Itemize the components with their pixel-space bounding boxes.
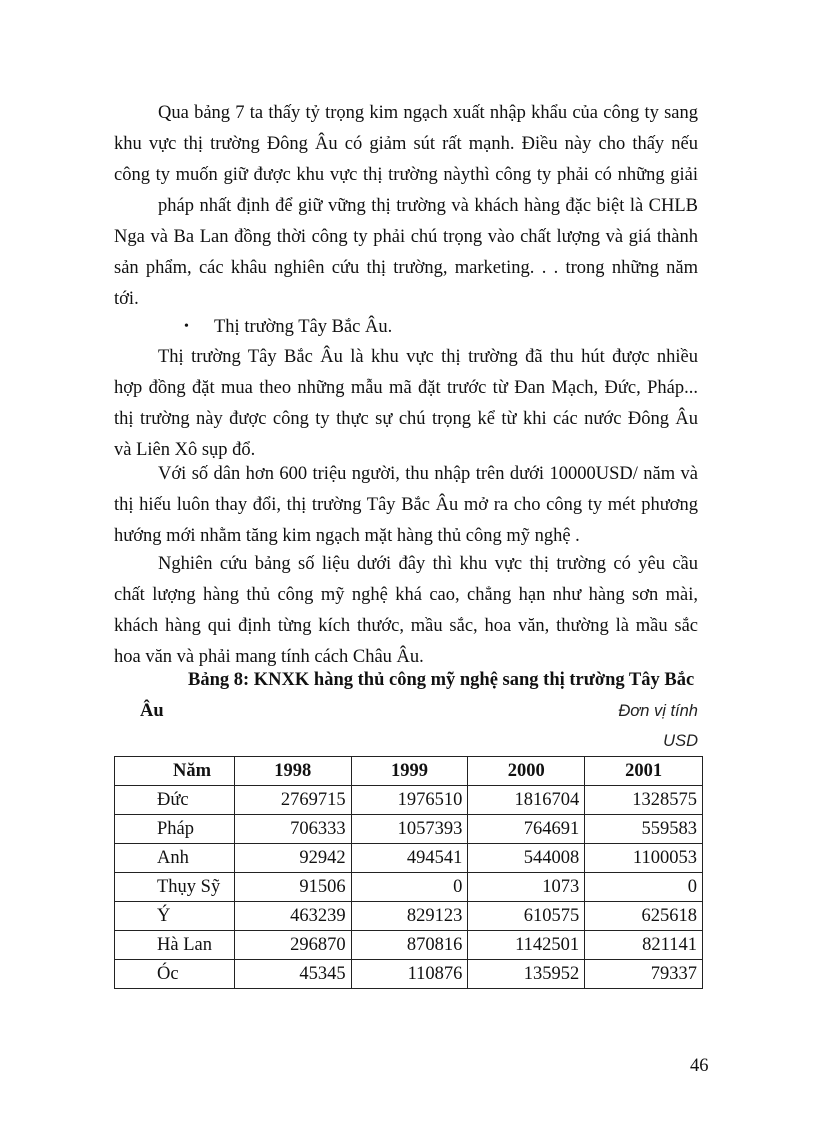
paragraph-1-line-1: Qua bảng 7 ta thấy tỷ trọng kim ngạch xuất nhập khẩu của công ty sang: [158, 103, 698, 123]
paragraph-1-line-3: công ty muốn giữ được khu vực thị trường nàythì công ty phải có những giải: [114, 165, 698, 185]
paragraph-1-line-7: tới.: [114, 289, 139, 309]
cell-value: 610575: [468, 902, 585, 931]
table-row: [115, 931, 703, 960]
paragraph-4-line-3: khách hàng qui định từng kích thước, mầu sắc, hoa văn, thường là mầu sắc: [114, 616, 698, 636]
cell-value: 870816: [351, 931, 468, 960]
paragraph-1-line-4: pháp nhất định để giữ vững thị trường và khách hàng đặc biệt là CHLB: [158, 196, 698, 216]
cell-value: 296870: [234, 931, 351, 960]
table-header-row: [115, 757, 703, 786]
table-row: [115, 902, 703, 931]
row-country: Thụy Sỹ: [115, 873, 235, 902]
cell-value: 45345: [234, 960, 351, 989]
row-country: Đức: [115, 786, 235, 815]
paragraph-1-line-5: Nga và Ba Lan đồng thời công ty phải chú trọng vào chất lượng và giá thành: [114, 227, 698, 247]
header-1999: 1999: [351, 757, 468, 786]
paragraph-2-line-1: Thị trường Tây Bắc Âu là khu vực thị trường đã thu hút được nhiều: [158, 347, 698, 367]
unit-currency: USD: [663, 732, 698, 750]
table-caption-line-2: Âu: [140, 701, 164, 721]
cell-value: 1976510: [351, 786, 468, 815]
table-row: [115, 873, 703, 902]
cell-value: 559583: [585, 815, 703, 844]
cell-value: 1328575: [585, 786, 703, 815]
header-year: Năm: [115, 757, 235, 786]
paragraph-1-line-6: sản phẩm, các khâu nghiên cứu thị trường, marketing. . . trong những năm: [114, 258, 698, 278]
paragraph-4-line-1: Nghiên cứu bảng số liệu dưới đây thì khu vực thị trường có yêu cầu: [158, 554, 698, 574]
cell-value: 463239: [234, 902, 351, 931]
cell-value: 764691: [468, 815, 585, 844]
row-country: Óc: [115, 960, 235, 989]
unit-label: Đơn vị tính: [618, 702, 698, 720]
export-table: [114, 756, 703, 989]
cell-value: 1100053: [585, 844, 703, 873]
table-row: [115, 960, 703, 989]
paragraph-2-line-4: và Liên Xô sụp đổ.: [114, 440, 256, 460]
cell-value: 1816704: [468, 786, 585, 815]
paragraph-4-line-2: chất lượng hàng thủ công mỹ nghệ khá cao, chẳng hạn như hàng sơn mài,: [114, 585, 698, 605]
header-2000: 2000: [468, 757, 585, 786]
cell-value: 79337: [585, 960, 703, 989]
cell-value: 1057393: [351, 815, 468, 844]
row-country: Ý: [115, 902, 235, 931]
table-row: [115, 786, 703, 815]
cell-value: 110876: [351, 960, 468, 989]
table-caption-line-1: Bảng 8: KNXK hàng thủ công mỹ nghệ sang thị trường Tây Bắc: [188, 670, 695, 690]
page-number: 46: [690, 1056, 709, 1076]
cell-value: 829123: [351, 902, 468, 931]
bullet-icon: •: [184, 319, 189, 334]
row-country: Hà Lan: [115, 931, 235, 960]
paragraph-2-line-3: thị trường này được công ty thực sự chú trọng kể từ khi các nước Đông Âu: [114, 409, 698, 429]
paragraph-3-line-3: hướng mới nhằm tăng kim ngạch mặt hàng thủ công mỹ nghệ .: [114, 526, 580, 546]
paragraph-4-line-4: hoa văn và phải mang tính cách Châu Âu.: [114, 647, 424, 667]
header-2001: 2001: [585, 757, 703, 786]
cell-value: 494541: [351, 844, 468, 873]
cell-value: 544008: [468, 844, 585, 873]
table-row: [115, 844, 703, 873]
cell-value: 1073: [468, 873, 585, 902]
cell-value: 0: [351, 873, 468, 902]
paragraph-3-line-1: Với số dân hơn 600 triệu người, thu nhập trên dưới 10000USD/ năm và: [158, 464, 698, 484]
cell-value: 0: [585, 873, 703, 902]
cell-value: 92942: [234, 844, 351, 873]
cell-value: 91506: [234, 873, 351, 902]
cell-value: 706333: [234, 815, 351, 844]
paragraph-2-line-2: hợp đồng đặt mua theo những mẫu mã đặt trước từ Đan Mạch, Đức, Pháp...: [114, 378, 698, 398]
row-country: Pháp: [115, 815, 235, 844]
table-row: [115, 815, 703, 844]
paragraph-3-line-2: thị hiếu luôn thay đổi, thị trường Tây Bắc Âu mở ra cho công ty mét phương: [114, 495, 698, 515]
cell-value: 821141: [585, 931, 703, 960]
paragraph-1-line-2: khu vực thị trường Đông Âu có giảm sút rất mạnh. Điều này cho thấy nếu: [114, 134, 698, 154]
bullet-heading: Thị trường Tây Bắc Âu.: [214, 317, 393, 337]
header-1998: 1998: [234, 757, 351, 786]
cell-value: 1142501: [468, 931, 585, 960]
cell-value: 135952: [468, 960, 585, 989]
cell-value: 2769715: [234, 786, 351, 815]
row-country: Anh: [115, 844, 235, 873]
cell-value: 625618: [585, 902, 703, 931]
